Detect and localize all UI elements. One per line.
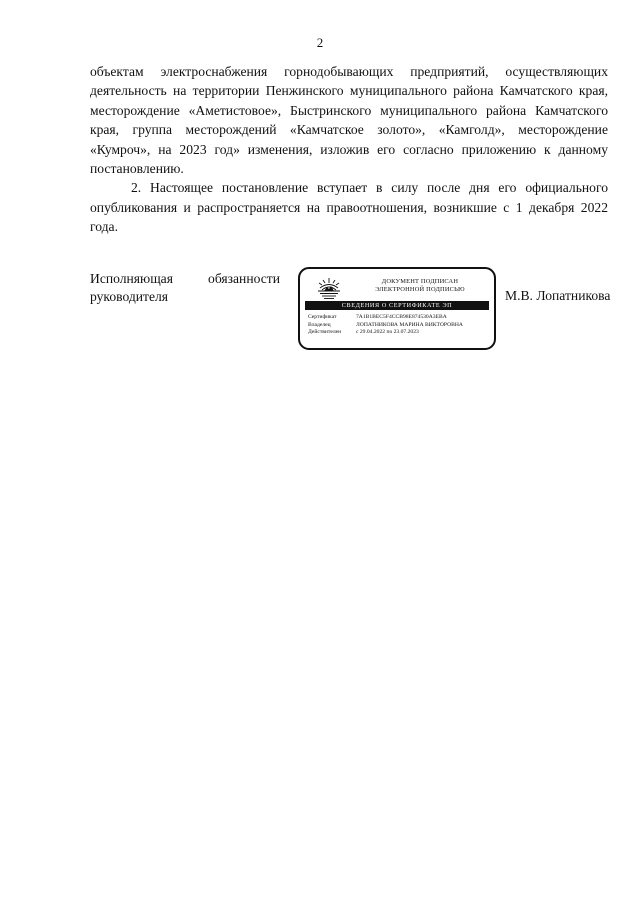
signer-title-line1	[90, 270, 280, 288]
electronic-signature-stamp	[298, 267, 496, 350]
document-body	[90, 62, 608, 237]
signer-title-word1: Исполняющая	[90, 271, 173, 286]
stamp-details	[308, 314, 492, 337]
stamp-row-certificate	[308, 314, 492, 322]
stamp-header	[352, 278, 488, 294]
stamp-row-value: ЛОПАТНИКОВА МАРИНА ВИКТОРОВНА	[356, 321, 463, 328]
stamp-row-label: Владелец	[308, 321, 331, 328]
stamp-row-value: с 29.04.2022 по 23.07.2023	[356, 329, 419, 336]
signer-name: М.В. Лопатникова	[505, 288, 611, 303]
signer-title	[90, 270, 280, 305]
page-number: 2	[316, 35, 324, 50]
signer-title-line2: руководителя	[90, 288, 169, 304]
paragraph-effective-date: 2. Настоящее постановление вступает в силу после дня его официального опубликования и распространяется на правоотношения, возникшие с 1 декабря 2022 года.	[90, 180, 608, 235]
coat-of-arms-icon	[314, 276, 344, 300]
signer-title-word2: обязанности	[208, 271, 280, 286]
stamp-header-line1: ДОКУМЕНТ ПОДПИСАН	[381, 278, 459, 285]
stamp-row-label: Сертификат	[308, 314, 337, 320]
stamp-header-line2: ЭЛЕКТРОННОЙ ПОДПИСЬЮ	[375, 286, 465, 293]
stamp-certificate-bar: СВЕДЕНИЯ О СЕРТИФИКАТЕ ЭП	[305, 301, 489, 310]
stamp-row-label: Действителен	[308, 329, 342, 336]
stamp-row-validity	[308, 329, 492, 337]
stamp-row-value: 7A1B1BEC5F4CCB98E874530A3EBA	[356, 314, 447, 320]
paragraph-continuation: объектам электроснабжения горнодобывающих предприятий, осуществляющих деятельность на территории Пенжинского муниципального района Камчатского края, месторождение «Аметистовое», Быстринского муниципального района Камчатского края, группа месторождений «Камчатское золото», «Камголд», месторождение «Кумроч», на 2023 год» изменения, изложив его согласно приложению к данному постановлению.	[90, 64, 608, 177]
